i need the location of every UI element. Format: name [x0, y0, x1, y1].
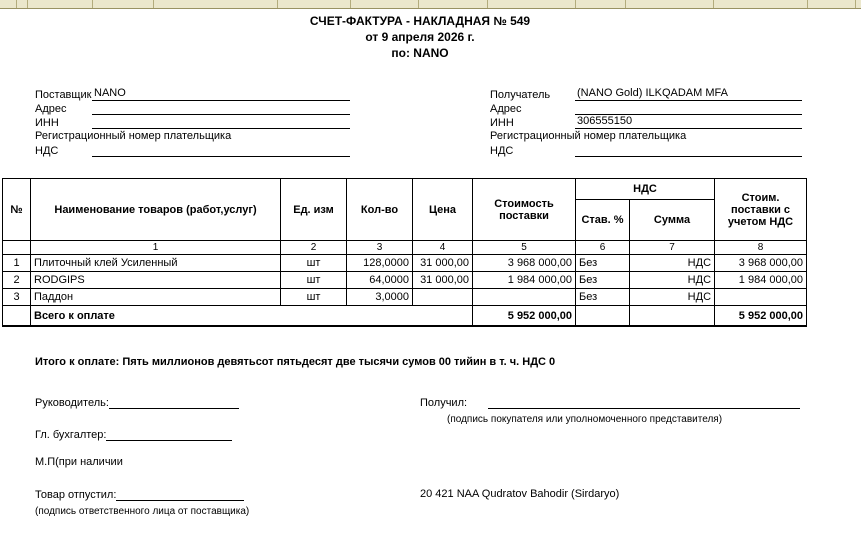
col-header-vat-sum: Сумма [630, 200, 715, 241]
supplier-inn-field [92, 115, 350, 129]
cell-amount: 1 984 000,00 [473, 272, 576, 289]
released-label: Товар отпустил: [35, 489, 117, 501]
strip-divider [92, 0, 93, 8]
cell-qty: 3,0000 [347, 289, 413, 306]
supplier-vat-label: НДС [35, 145, 59, 157]
supplier-name-line [35, 87, 350, 101]
spreadsheet-header-strip [0, 0, 861, 9]
amount-in-words: Итого к оплате: Пять миллионов девятьсот пятьдесят две тысячи сумов 00 тийин в т. ч. НДС 0 [35, 356, 556, 368]
supplier-address-line [35, 101, 350, 115]
strip-divider [855, 0, 856, 8]
document-date: от 9 апреля 2026 г. [365, 30, 475, 44]
cell-vat-sum: НДС [630, 289, 715, 306]
cell-unit: шт [281, 272, 347, 289]
cell-name: Плиточный клей Усиленный [31, 255, 281, 272]
received-signature-line [488, 396, 800, 409]
accountant-line [35, 428, 232, 441]
receiver-name-field: (NANO Gold) ILKQADAM MFA [575, 87, 802, 101]
col-header-vat-group: НДС [576, 179, 715, 200]
cell-qty: 64,0000 [347, 272, 413, 289]
cell-vat-rate: Без [576, 272, 630, 289]
strip-divider [27, 0, 28, 8]
receiver-inn-field: 306555150 [575, 115, 802, 129]
receiver-name-line [490, 87, 802, 101]
receiver-address-line [490, 101, 802, 115]
received-caption: (подпись покупателя или уполномоченного представителя) [447, 414, 723, 425]
cell-name: RODGIPS [31, 272, 281, 289]
colnum: 2 [281, 241, 347, 255]
cell-num: 1 [3, 255, 31, 272]
totals-total: 5 952 000,00 [715, 306, 807, 327]
receiver-inn-line [490, 115, 802, 129]
stamp-label: М.П(при наличии [35, 456, 123, 468]
accountant-label: Гл. бухгалтер: [35, 429, 107, 441]
received-line [420, 396, 800, 409]
receiver-vat-field [575, 143, 802, 157]
cell-total: 3 968 000,00 [715, 255, 807, 272]
receiver-block [490, 87, 802, 157]
cell-num: 2 [3, 272, 31, 289]
supplier-inn-label: ИНН [35, 117, 59, 129]
cell-vat-rate: Без [576, 289, 630, 306]
table-row [3, 289, 807, 306]
col-header-qty: Кол-во [347, 179, 413, 241]
supplier-reg-label: Регистрационный номер плательщика [35, 130, 232, 142]
column-numbers-row [3, 241, 807, 255]
cell-qty: 128,0000 [347, 255, 413, 272]
cell-unit: шт [281, 289, 347, 306]
colnum-empty [3, 241, 31, 255]
receiver-inn-label: ИНН [490, 117, 514, 129]
colnum: 1 [31, 241, 281, 255]
cell-price: 31 000,00 [413, 272, 473, 289]
cell-total [715, 289, 807, 306]
supplier-name-field: NANO [92, 87, 350, 101]
supplier-vat-line [35, 143, 350, 157]
cell-vat-sum: НДС [630, 255, 715, 272]
cell-num: 3 [3, 289, 31, 306]
colnum: 7 [630, 241, 715, 255]
director-label: Руководитель: [35, 397, 109, 409]
totals-empty-num [3, 306, 31, 327]
strip-divider [16, 0, 17, 8]
totals-row [3, 306, 807, 327]
cell-price [413, 289, 473, 306]
col-header-total: Стоим. поставки с учетом НДС [715, 179, 807, 241]
strip-divider [277, 0, 278, 8]
accountant-signature-line [106, 428, 232, 441]
receiver-label: Получатель [490, 89, 551, 101]
cell-amount: 3 968 000,00 [473, 255, 576, 272]
released-caption: (подпись ответственного лица от поставщика) [35, 506, 250, 517]
totals-empty-sum [630, 306, 715, 327]
totals-label: Всего к оплате [31, 306, 473, 327]
strip-divider [713, 0, 714, 8]
col-header-name: Наименование товаров (работ,услуг) [31, 179, 281, 241]
released-by-text: 20 421 NAA Qudratov Bahodir (Sirdaryo) [420, 488, 620, 500]
released-line [35, 488, 244, 501]
col-header-price: Цена [413, 179, 473, 241]
cell-total: 1 984 000,00 [715, 272, 807, 289]
cell-price: 31 000,00 [413, 255, 473, 272]
cell-vat-rate: Без [576, 255, 630, 272]
received-label: Получил: [420, 397, 468, 409]
items-table [2, 178, 807, 327]
col-header-num: № [3, 179, 31, 241]
colnum: 6 [576, 241, 630, 255]
strip-divider [575, 0, 576, 8]
supplier-address-label: Адрес [35, 103, 67, 115]
director-signature-line [109, 396, 239, 409]
table-row [3, 272, 807, 289]
cell-vat-sum: НДС [630, 272, 715, 289]
document-title-block [0, 13, 840, 61]
table-row [3, 255, 807, 272]
receiver-vat-label: НДС [490, 145, 514, 157]
document-title: СЧЕТ-ФАКТУРА - НАКЛАДНАЯ № 549 [309, 14, 531, 28]
strip-divider [625, 0, 626, 8]
colnum: 5 [473, 241, 576, 255]
strip-divider [350, 0, 351, 8]
cell-unit: шт [281, 255, 347, 272]
receiver-vat-line [490, 143, 802, 157]
strip-divider [418, 0, 419, 8]
strip-divider [487, 0, 488, 8]
supplier-inn-line [35, 115, 350, 129]
supplier-vat-field [92, 143, 350, 157]
cell-amount [473, 289, 576, 306]
col-header-vat-rate: Став. % [576, 200, 630, 241]
receiver-reg-label: Регистрационный номер плательщика [490, 130, 687, 142]
supplier-block [35, 87, 350, 157]
totals-amount: 5 952 000,00 [473, 306, 576, 327]
col-header-unit: Ед. изм [281, 179, 347, 241]
totals-empty-rate [576, 306, 630, 327]
released-signature-line [116, 488, 244, 501]
colnum: 4 [413, 241, 473, 255]
receiver-address-label: Адрес [490, 103, 522, 115]
supplier-address-field [92, 101, 350, 115]
colnum: 8 [715, 241, 807, 255]
colnum: 3 [347, 241, 413, 255]
col-header-amount: Стоимость поставки [473, 179, 576, 241]
supplier-label: Поставщик [35, 89, 92, 101]
director-line [35, 396, 239, 409]
receiver-address-field [575, 101, 802, 115]
strip-divider [807, 0, 808, 8]
strip-divider [153, 0, 154, 8]
cell-name: Паддон [31, 289, 281, 306]
document-by: по: NANO [391, 46, 449, 60]
